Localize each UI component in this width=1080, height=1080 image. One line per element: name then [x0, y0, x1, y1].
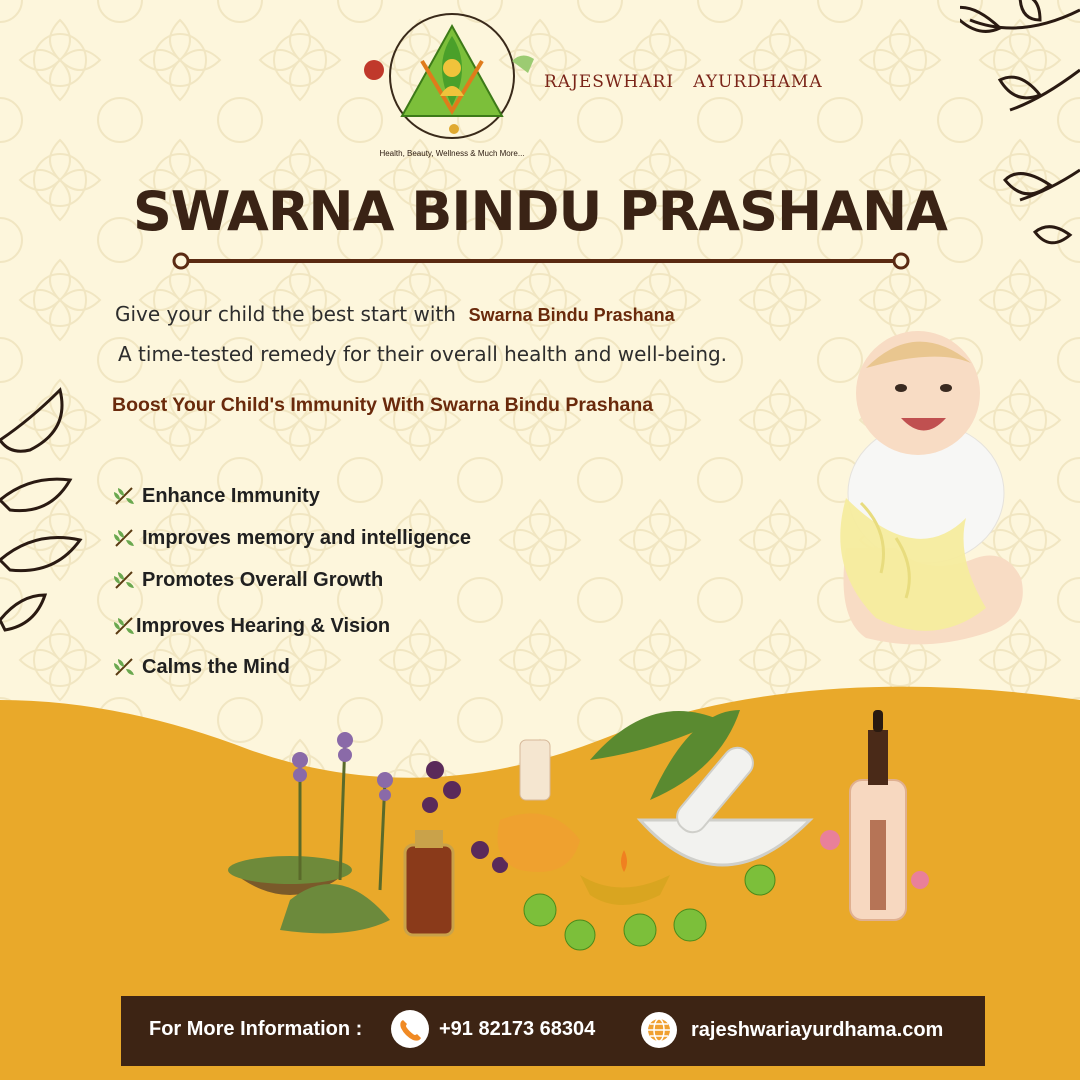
benefit-item-growth	[112, 568, 383, 592]
benefit-label: Calms the Mind	[142, 655, 290, 678]
benefit-label: Improves memory and intelligence	[142, 526, 471, 549]
boost-heading: Boost Your Child's Immunity With Swarna Bindu Prashana	[112, 394, 654, 416]
page-title: SWARNA BINDU PRASHANA	[133, 180, 947, 243]
benefit-label: Improves Hearing & Vision	[136, 614, 391, 637]
intro-line-1	[115, 302, 675, 326]
phone-number[interactable]: +91 82173 68304	[439, 1018, 596, 1040]
phone-icon[interactable]	[391, 1010, 429, 1048]
brand-logo	[362, 6, 542, 166]
contact-footer	[121, 996, 985, 1066]
herb-sprig-icon	[112, 526, 136, 550]
benefit-item-immunity	[112, 484, 320, 508]
logo-tagline: Health, Beauty, Wellness & Much More...	[379, 149, 525, 158]
benefit-label: Promotes Overall Growth	[142, 568, 384, 591]
intro-line-1-highlight: Swarna Bindu Prashana	[468, 305, 675, 325]
benefit-item-memory	[112, 526, 471, 550]
globe-icon[interactable]	[641, 1012, 677, 1048]
title-divider	[170, 250, 912, 272]
website-link[interactable]: rajeshwariayurdhama.com	[691, 1019, 944, 1041]
baby-photo	[806, 318, 1046, 663]
herb-sprig-icon	[112, 614, 136, 638]
intro-line-2: A time-tested remedy for their overall health and well-being.	[118, 342, 728, 366]
benefit-item-hearing-vision	[112, 614, 390, 638]
benefit-label: Enhance Immunity	[142, 484, 320, 507]
herb-sprig-icon	[112, 484, 136, 508]
brand-name: RAJESWHARI AYURDHAMA	[544, 72, 823, 92]
leaf-branch-decoration-left	[0, 380, 90, 640]
intro-line-1-prefix: Give your child the best start with	[115, 302, 456, 326]
herbs-illustration	[220, 680, 980, 980]
footer-label: For More Information :	[149, 1018, 363, 1040]
herb-sprig-icon	[112, 568, 136, 592]
